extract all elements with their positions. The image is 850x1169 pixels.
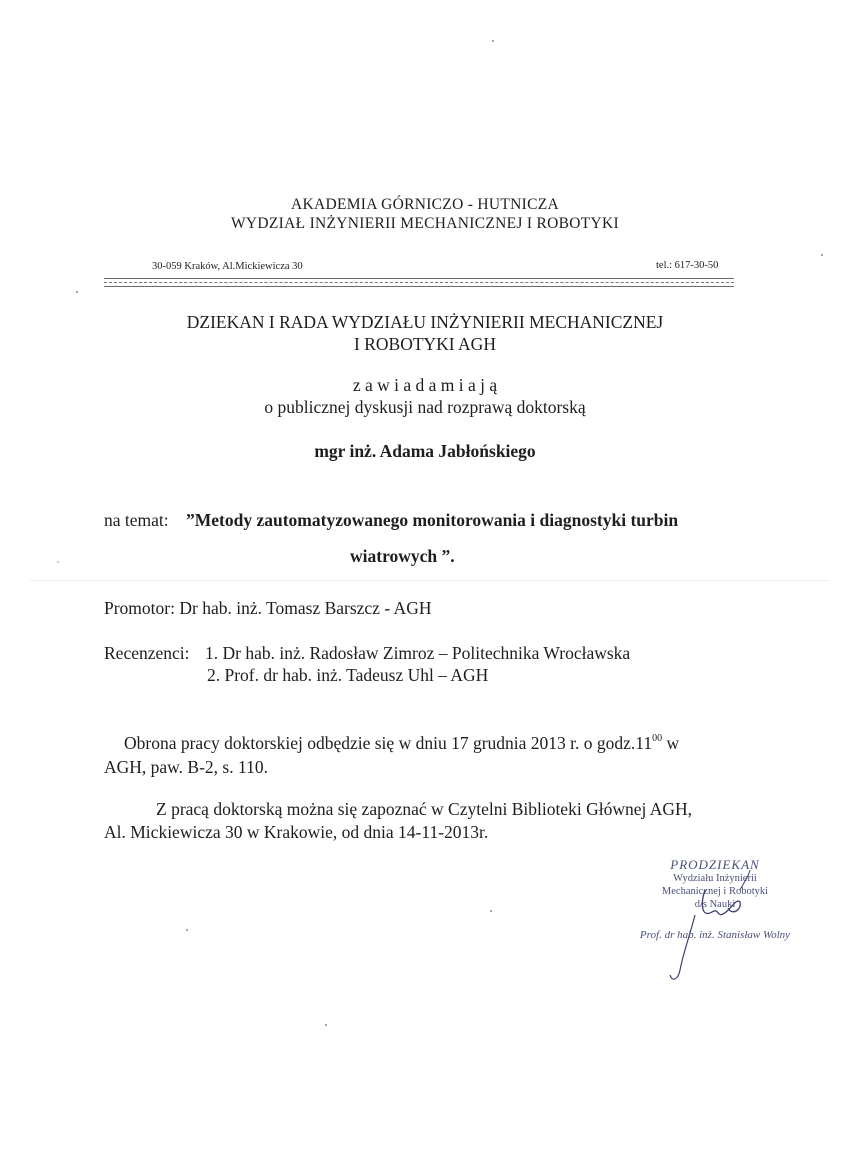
defense-text: Obrona pracy doktorskiej odbędzie się w dniu 17 grudnia 2013 r. o godz.11 [124, 733, 653, 753]
header-rule-dashed [104, 282, 734, 283]
candidate-name: mgr inż. Adama Jabłońskiego [314, 441, 536, 461]
stamp-line-3: d/s Nauki [694, 899, 736, 910]
reviewers-label: Recenzenci: [104, 643, 190, 663]
announcement-subject: o publicznej dyskusji nad rozprawą doktorską [264, 397, 586, 417]
reading-line-1: Z pracą doktorską można się zapoznać w Czytelni Biblioteki Głównej AGH, [156, 799, 693, 819]
scan-fold-line [30, 580, 830, 581]
announcement-verb: z a w i a d a m i a j ą [352, 375, 498, 395]
topic-title-line-2: wiatrowych ”. [350, 546, 455, 566]
stamp-title: PRODZIEKAN [670, 857, 760, 872]
announcement-line-1: DZIEKAN I RADA WYDZIAŁU INŻYNIERII MECHANICZNEJ [186, 312, 664, 332]
scan-speck [490, 910, 492, 912]
signature [640, 860, 790, 990]
defense-time-superscript: 00 [652, 733, 663, 744]
promotor: Promotor: Dr hab. inż. Tomasz Barszcz - AGH [104, 598, 432, 618]
header-rule-bottom [104, 286, 734, 287]
reviewer-1: 1. Dr hab. inż. Radosław Zimroz – Politechnika Wrocławska [205, 643, 631, 663]
scan-speck [57, 561, 59, 563]
topic-title-line-1: ”Metody zautomatyzowanego monitorowania i diagnostyki turbin [186, 510, 679, 530]
header-rule-top [104, 278, 734, 279]
scan-speck [325, 1024, 327, 1026]
scan-speck [821, 254, 823, 256]
university-name: AKADEMIA GÓRNICZO - HUTNICZA [290, 196, 559, 213]
stamp-name: Prof. dr hab. inż. Stanisław Wolny [639, 929, 791, 941]
phone: tel.: 617-30-50 [656, 260, 719, 271]
scan-speck [186, 929, 188, 931]
stamp-line-1: Wydziału Inżynierii [673, 873, 757, 884]
reviewer-2: 2. Prof. dr hab. inż. Tadeusz Uhl – AGH [207, 665, 489, 685]
announcement-line-2: I ROBOTYKI AGH [354, 334, 496, 354]
faculty-name: WYDZIAŁ INŻYNIERII MECHANICZNEJ I ROBOTYKI [231, 215, 619, 232]
defense-text-end: w [662, 733, 680, 753]
reading-line-2: Al. Mickiewicza 30 w Krakowie, od dnia 14-11-2013r. [104, 822, 489, 842]
defense-line-1 [124, 733, 679, 754]
address: 30-059 Kraków, Al.Mickiewicza 30 [152, 261, 303, 272]
defense-line-2: AGH, paw. B-2, s. 110. [104, 757, 268, 777]
topic-label: na temat: [104, 510, 169, 530]
scan-speck [76, 291, 78, 293]
stamp-line-2: Mechanicznej i Robotyki [661, 886, 769, 897]
scan-speck [492, 40, 494, 42]
